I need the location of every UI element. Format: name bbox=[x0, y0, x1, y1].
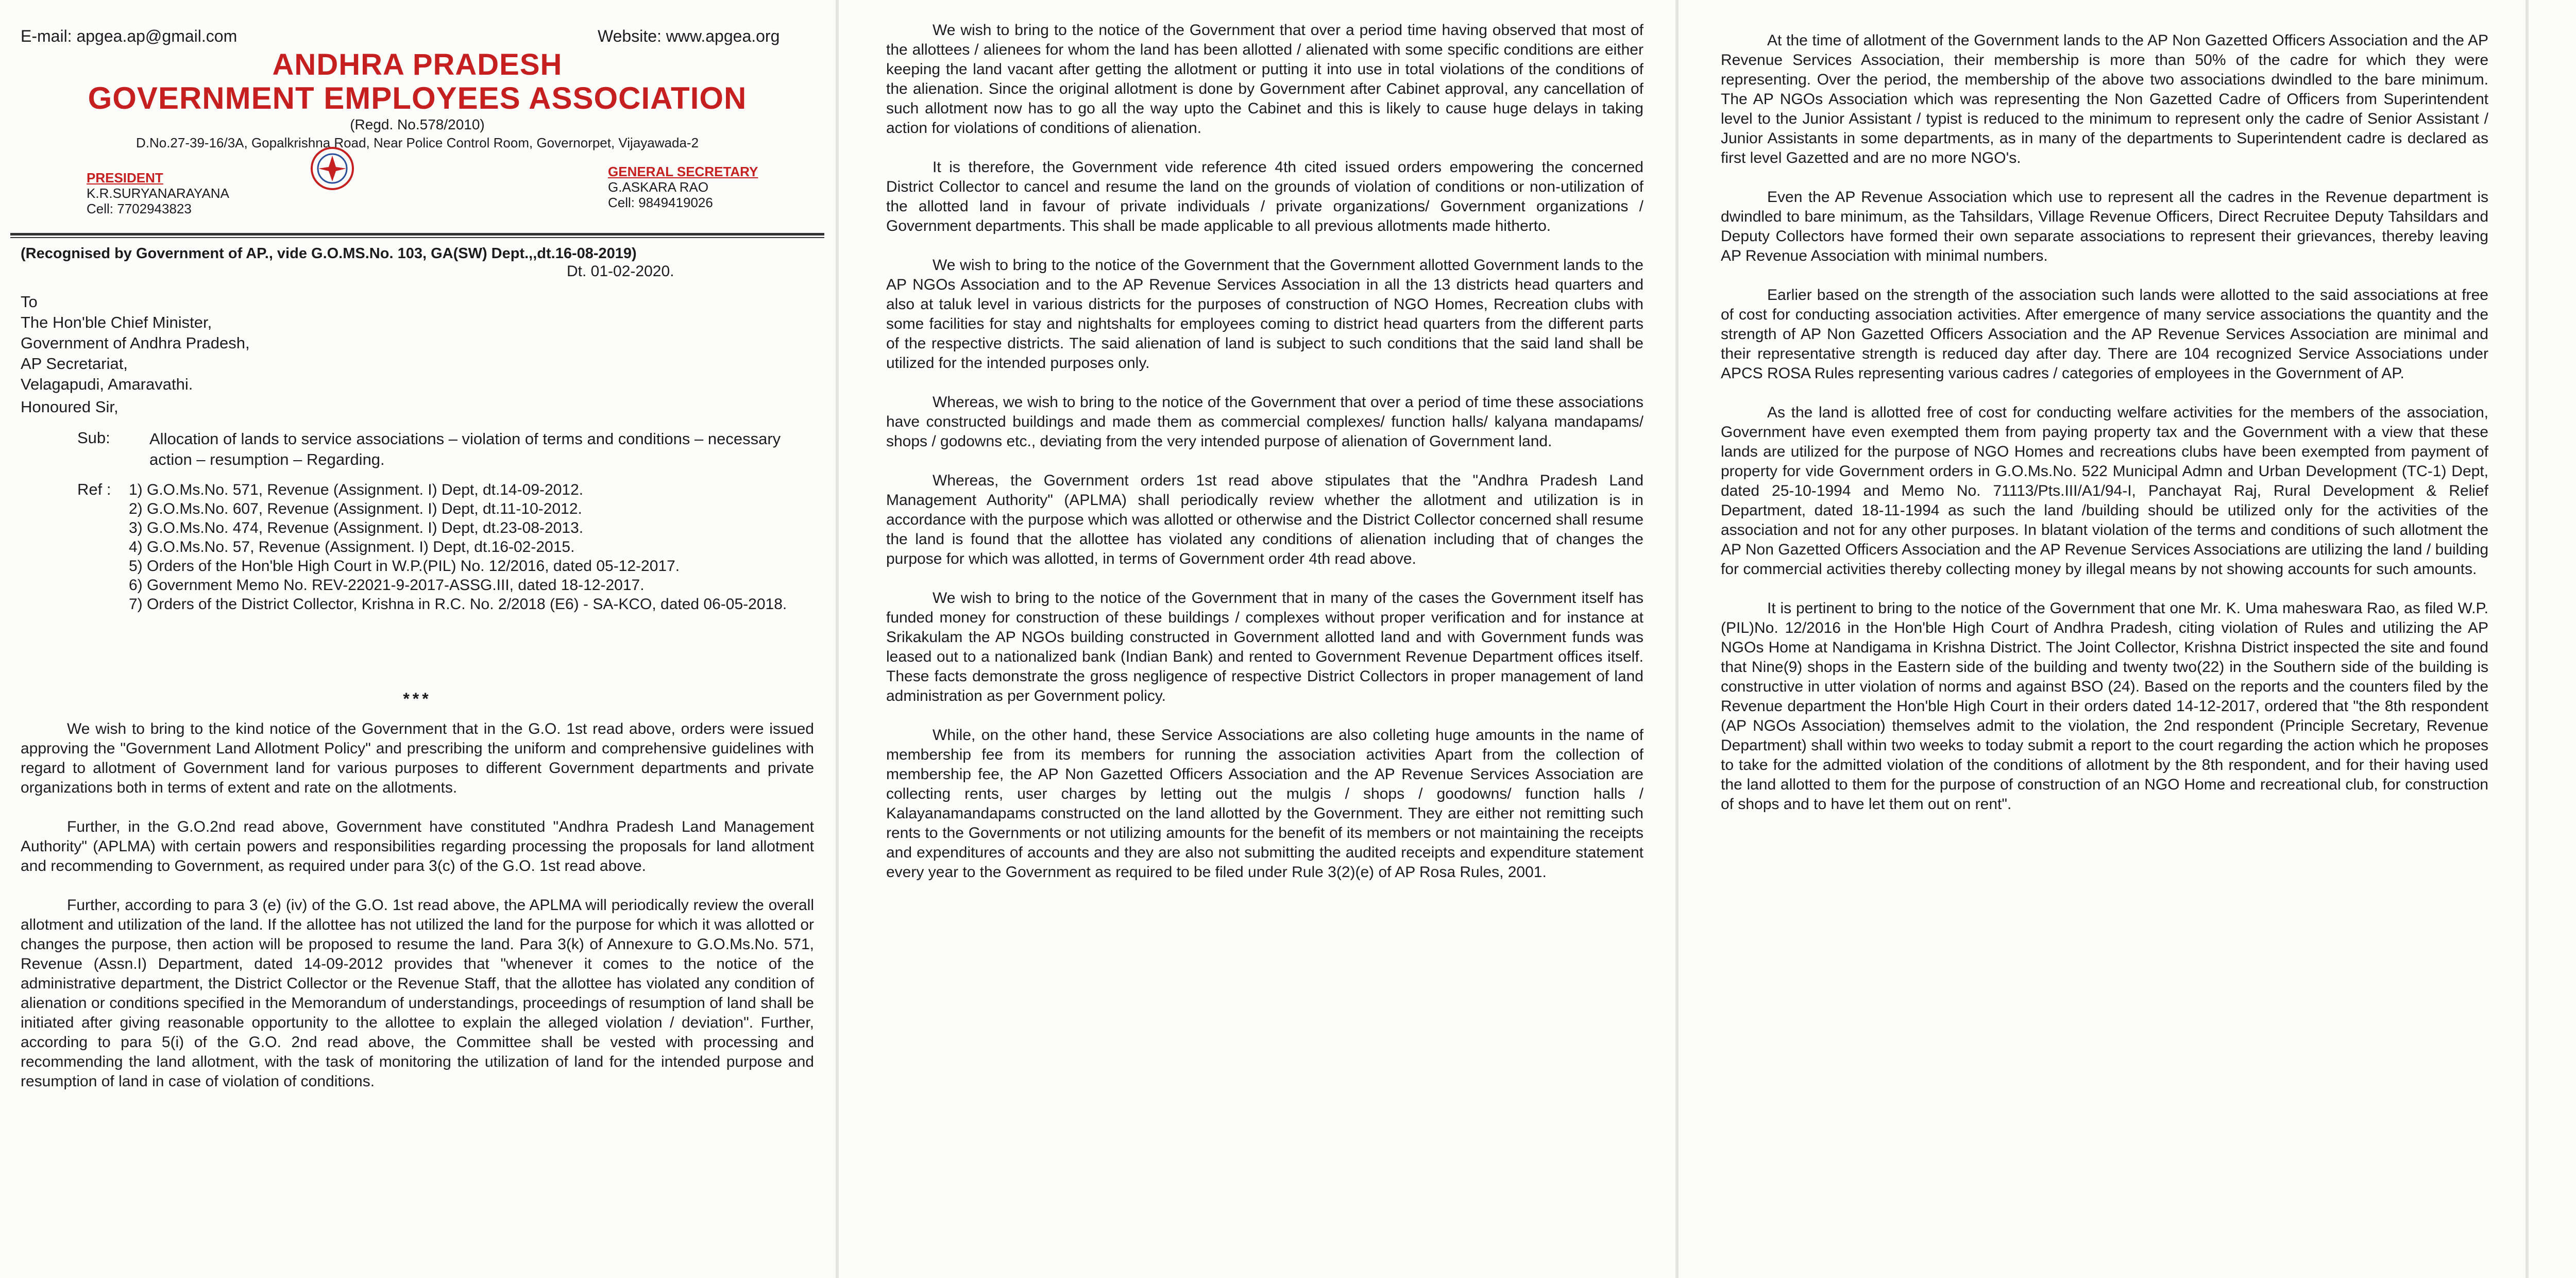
address-line: The Hon'ble Chief Minister, bbox=[21, 313, 212, 331]
salutation: Honoured Sir, bbox=[21, 398, 118, 416]
page-divider bbox=[2526, 0, 2529, 1278]
references-label: Ref : bbox=[77, 480, 111, 498]
page-divider bbox=[836, 0, 839, 1278]
body-paragraph: We wish to bring to the notice of the Government that the Government allotted Government lands to the AP NGOs Association and to the AP Revenue Services Association in all the 13 districts head quarters and also at taluk level in various districts for the purposes of construction of NGO Homes, Recreation clubs with some facilities for stay and nightshalts for employees coming to district head quarters from the different parts of the respective districts. The said alienation of land is subject to such conditions that the said land shall be utilized for the intended purposes only. bbox=[886, 257, 1643, 372]
president-cell: Cell: 7702943823 bbox=[87, 201, 192, 216]
gensec-role: GENERAL SECRETARY bbox=[608, 164, 758, 179]
letterhead-rule bbox=[10, 233, 824, 236]
letterhead-title-line1: ANDHRA PRADESH bbox=[272, 48, 563, 81]
body-paragraph: We wish to bring to the kind notice of the Government that in the G.O. 1st read above, orders were issued approving the "Government Land Allotment Policy" and prescribing the uniform and comprehensive guidelines with regard to allotment of Government land for various purposes to different Government departments and private organizations both in terms of extent and rate on the allotments. bbox=[21, 720, 814, 796]
section-separator: *** bbox=[403, 690, 432, 708]
body-paragraph: Further, in the G.O.2nd read above, Government have constituted "Andhra Pradesh Land Management Authority" (APLMA) with certain powers and responsibilities regarding processing the proposals for land allotment and recommending to Government, as required under para 3(c) of the G.O. 1st read above. bbox=[21, 818, 814, 875]
letterhead-website: Website: www.apgea.org bbox=[598, 27, 780, 45]
body-paragraph: Further, according to para 3 (e) (iv) of the G.O. 1st read above, the APLMA will periodically review the overall allotment and utilization of the land. If the allottee has not utilized the land for the purpose for which it was allotted or changes the purpose, then action will be proposed to resume the land. Para 3(k) of Annexure to G.O.Ms.No. 571, Revenue (Assn.I) Department, dated 14-09-2012 provides that "whenever it comes to the notice of the administrative department, the District Collector or the Revenue Staff, that the allottee has violated any condition of alienation or conditions specified in the Memorandum of understandings, proceedings of resumption of land shall be initiated after giving reasonable opportunity to the allottee to explain the alleged violation / deviation". Further, according to para 5(i) of the G.O. 2nd read above, the Committee shall be vested with processing and recommending the land allotment, with the task of monitoring the utilization of land for the intended purpose and resumption of land in case of violation of conditions. bbox=[21, 897, 814, 1090]
letterhead-president-block bbox=[87, 170, 229, 216]
page2-body bbox=[886, 21, 1643, 902]
letterhead-email: E-mail: apgea.ap@gmail.com bbox=[21, 27, 238, 45]
subject-label: Sub: bbox=[77, 429, 110, 447]
reference-item: 2) G.O.Ms.No. 607, Revenue (Assignment. I) Dept, dt.11-10-2012. bbox=[129, 500, 582, 517]
body-paragraph: It is pertinent to bring to the notice of the Government that one Mr. K. Uma maheswara Rao, as filed W.P.(PIL)No. 12/2016 in the Hon'ble High Court of Andhra Pradesh, citing violation of Rules and utilizing the AP NGOs Home at Nandigama in Krishna District. The Joint Collector, Krishna District inspected the site and found that Nine(9) shops in the Eastern side of the building and twenty two(22) in the Southern side of the building is constructive in utter violation of norms and against BSO (24). Based on the reports and the counters filed by the Revenue department the Hon'ble High Court in their orders dated 14-12-2017, ordered that "the 8th respondent (AP NGOs Association) themselves admit to the violation, the 2nd respondent (Principle Secretary, Revenue Department) shall within two weeks to today submit a report to the court regarding the action which he proposes to take for the admitted violation of the conditions of allotment by the 8th respondent, and for their having used the land allotted to them for the purpose of construction of an NGO Home and recreational club, for construction of shops and to have let them out on rent". bbox=[1721, 600, 2488, 813]
body-paragraph: Whereas, the Government orders 1st read above stipulates that the "Andhra Pradesh Land Management Authority" (APLMA) shall periodically review whether the allotment and utilization is in accordance with the purpose which was allotted or otherwise and the District Collector concerned shall resume the land is found that the allottee has violated any conditions of alienation including that of changes the purpose for which was allotted, in terms of Government order 4th read above. bbox=[886, 472, 1643, 567]
letter-date: Dt. 01-02-2020. bbox=[567, 263, 674, 280]
recognition-line: (Recognised by Government of AP., vide G.O.MS.No. 103, GA(SW) Dept.,,dt.16-08-2019) bbox=[21, 245, 637, 262]
reference-item: 7) Orders of the District Collector, Krishna in R.C. No. 2/2018 (E6) - SA-KCO, dated 06-05-2018. bbox=[129, 596, 787, 613]
body-paragraph: As the land is allotted free of cost for conducting welfare activities for the members of the association, Government have even exempted them from paying property tax and the Government with a view that these lands are utilized for the purpose of NGO Homes and recreations clubs have been exempted from payment of property for vide Government orders in G.O.Ms.No. 522 Municipal Admn and Urban Development (TC-1) Dept, dated 25-10-1994 and Memo No. 71113/Pts.III/A1/94-I, Panchayat Raj, Rural Development & Relief Department, dated 18-11-1994 as such the land /building should be utilized only for the activities of the association and not for any other purposes. In blatant violation of the terms and conditions of such allotment the AP Non Gazetted Officers Association and the AP Revenue Services Associations are utilizing the land / building for commercial activities thereby collecting money by illegal means by not showing accounts for such amounts. bbox=[1721, 404, 2488, 578]
letterhead-title-line2: GOVERNMENT EMPLOYEES ASSOCIATION bbox=[88, 81, 747, 115]
address-line: Government of Andhra Pradesh, bbox=[21, 334, 250, 352]
gensec-name: G.ASKARA RAO bbox=[608, 179, 709, 195]
gensec-cell: Cell: 9849419026 bbox=[608, 195, 713, 210]
address-line: AP Secretariat, bbox=[21, 355, 128, 373]
address-to: To bbox=[21, 293, 38, 311]
letterhead-address: D.No.27-39-16/3A, Gopalkrishna Road, Near Police Control Room, Governorpet, Vijayawada-2 bbox=[135, 135, 699, 150]
body-paragraph: Earlier based on the strength of the association such lands were allotted to the said associations at free of cost for conducting association activities. After emergence of many service associations the quantity and the strength of AP Non Gazetted Officers Association and the AP Revenue Services Association are minimal and their representative strength is reduced day after day. There are 104 recognized Service Associations under APCS ROSA Rules representing various cadres / categories of employees in the Government of AP. bbox=[1721, 287, 2488, 382]
body-paragraph: We wish to bring to the notice of the Government that over a period time having observed that most of the allottees / alienees for whom the land has been allotted / alienated with some specific conditions are either keeping the land vacant after getting the allotment or putting it into use in total violations of the conditions of the alienation. Since the original allotment is done by Government after Cabinet approval, any cancellation of such allotment now has to go all the way upto the Cabinet and this is likely to cause huge delays in taking action for violations of conditions of alienation. bbox=[886, 22, 1643, 137]
body-paragraph: While, on the other hand, these Service Associations are also colleting huge amounts in the name of membership fee from its members for running the association activities Apart from the collection of membership fee, the AP Non Gazetted Officers Association and the AP Revenue Services Association are collecting rents, user charges by letting out the mulgis / shops / goodowns/ function halls / Kalayanamandapams constructed on the land allotted by the Government. They are either not remitting such rents to the Governments or not utilizing amounts for the benefit of its members or not maintaining the receipts and expenditures of accounts and they are also not submitting the audited receipts and expenditure statement every year to the Government as required to be filed under Rule 3(2)(e) of AP Rosa Rules, 2001. bbox=[886, 727, 1643, 881]
address-line: Velagapudi, Amaravathi. bbox=[21, 375, 193, 393]
president-name: K.R.SURYANARAYANA bbox=[87, 186, 229, 201]
recipient-address bbox=[21, 292, 250, 395]
letterhead-gensec-block bbox=[608, 164, 758, 210]
references-list bbox=[129, 480, 814, 614]
reference-item: 4) G.O.Ms.No. 57, Revenue (Assignment. I) Dept, dt.16-02-2015. bbox=[129, 539, 575, 556]
letter-page-3 bbox=[1680, 0, 2524, 1278]
body-paragraph: It is therefore, the Government vide reference 4th cited issued orders empowering the concerned District Collector to cancel and resume the land on the grounds of violation of conditions or non-utilization of the allotted land in favour of private individuals / private organizations/ Government organizations / Government departments. This shall be made applicable to all previous allotments made hitherto. bbox=[886, 159, 1643, 234]
body-paragraph: Even the AP Revenue Association which use to represent all the cadres in the Revenue department is dwindled to bare minimum, as the Tahsildars, Village Revenue Officers, Direct Recruitee Deputy Tahsildars and Deputy Collectors have formed their own separate associations to represent their grievances, thereby leaving AP Revenue Association with minimal numbers. bbox=[1721, 189, 2488, 264]
president-role: PRESIDENT bbox=[87, 170, 163, 186]
letterhead-registration: (Regd. No.578/2010) bbox=[350, 116, 485, 132]
body-paragraph: We wish to bring to the notice of the Government that in many of the cases the Government itself has funded money for construction of these buildings / complexes without proper verification and for instance at Srikakulam the AP NGOs building constructed in Government allotted land and with Government funds was leased out to a nationalized bank (Indian Bank) and rented to Government Revenue Department offices itself. These facts demonstrate the gross negligence of respective District Collectors in proper management of land administration as per Government policy. bbox=[886, 590, 1643, 704]
letter-page-4 bbox=[2530, 0, 2576, 1278]
letter-page-2 bbox=[840, 0, 1674, 1278]
reference-item: 3) G.O.Ms.No. 474, Revenue (Assignment. I) Dept, dt.23-08-2013. bbox=[129, 519, 584, 536]
reference-item: 5) Orders of the Hon'ble High Court in W.P.(PIL) No. 12/2016, dated 05-12-2017. bbox=[129, 558, 680, 575]
page-divider bbox=[1675, 0, 1679, 1278]
subject-text: Allocation of lands to service associations – violation of terms and conditions – necessary action – resumption – Regarding. bbox=[149, 430, 781, 468]
body-paragraph: At the time of allotment of the Government lands to the AP Non Gazetted Officers Association and the AP Revenue Services Association, their membership is more than 50% of the cadre for which they were representing. Over the period, the membership of the above two associations dwindled to the bare minimum. The AP NGOs Association which was representing the Non Gazetted Cadre of Officers from Superintendent level to the Junior Assistant / typist is reduced to the minimum to represent only the cadre of Senior Assistant / Junior Assistants in some departments, as in many of the departments to Superintendent cadre is declared as first level Gazetted and are no more NGO's. bbox=[1721, 32, 2488, 166]
letter-page-1 bbox=[0, 0, 835, 1278]
page1-body bbox=[21, 719, 814, 1111]
page3-body bbox=[1721, 31, 2488, 834]
association-emblem-icon bbox=[309, 145, 355, 192]
reference-item: 1) G.O.Ms.No. 571, Revenue (Assignment. I) Dept, dt.14-09-2012. bbox=[129, 481, 584, 498]
body-paragraph: Whereas, we wish to bring to the notice of the Government that over a period of time these associations have constructed buildings and made them as commercial complexes/ function halls/ kalyana mandapams/ shops / godowns etc., deviating from the very intended purpose of alienation of Government land. bbox=[886, 394, 1643, 450]
reference-item: 6) Government Memo No. REV-22021-9-2017-ASSG.III, dated 18-12-2017. bbox=[129, 577, 645, 594]
letterhead-rule-thin bbox=[10, 237, 824, 238]
